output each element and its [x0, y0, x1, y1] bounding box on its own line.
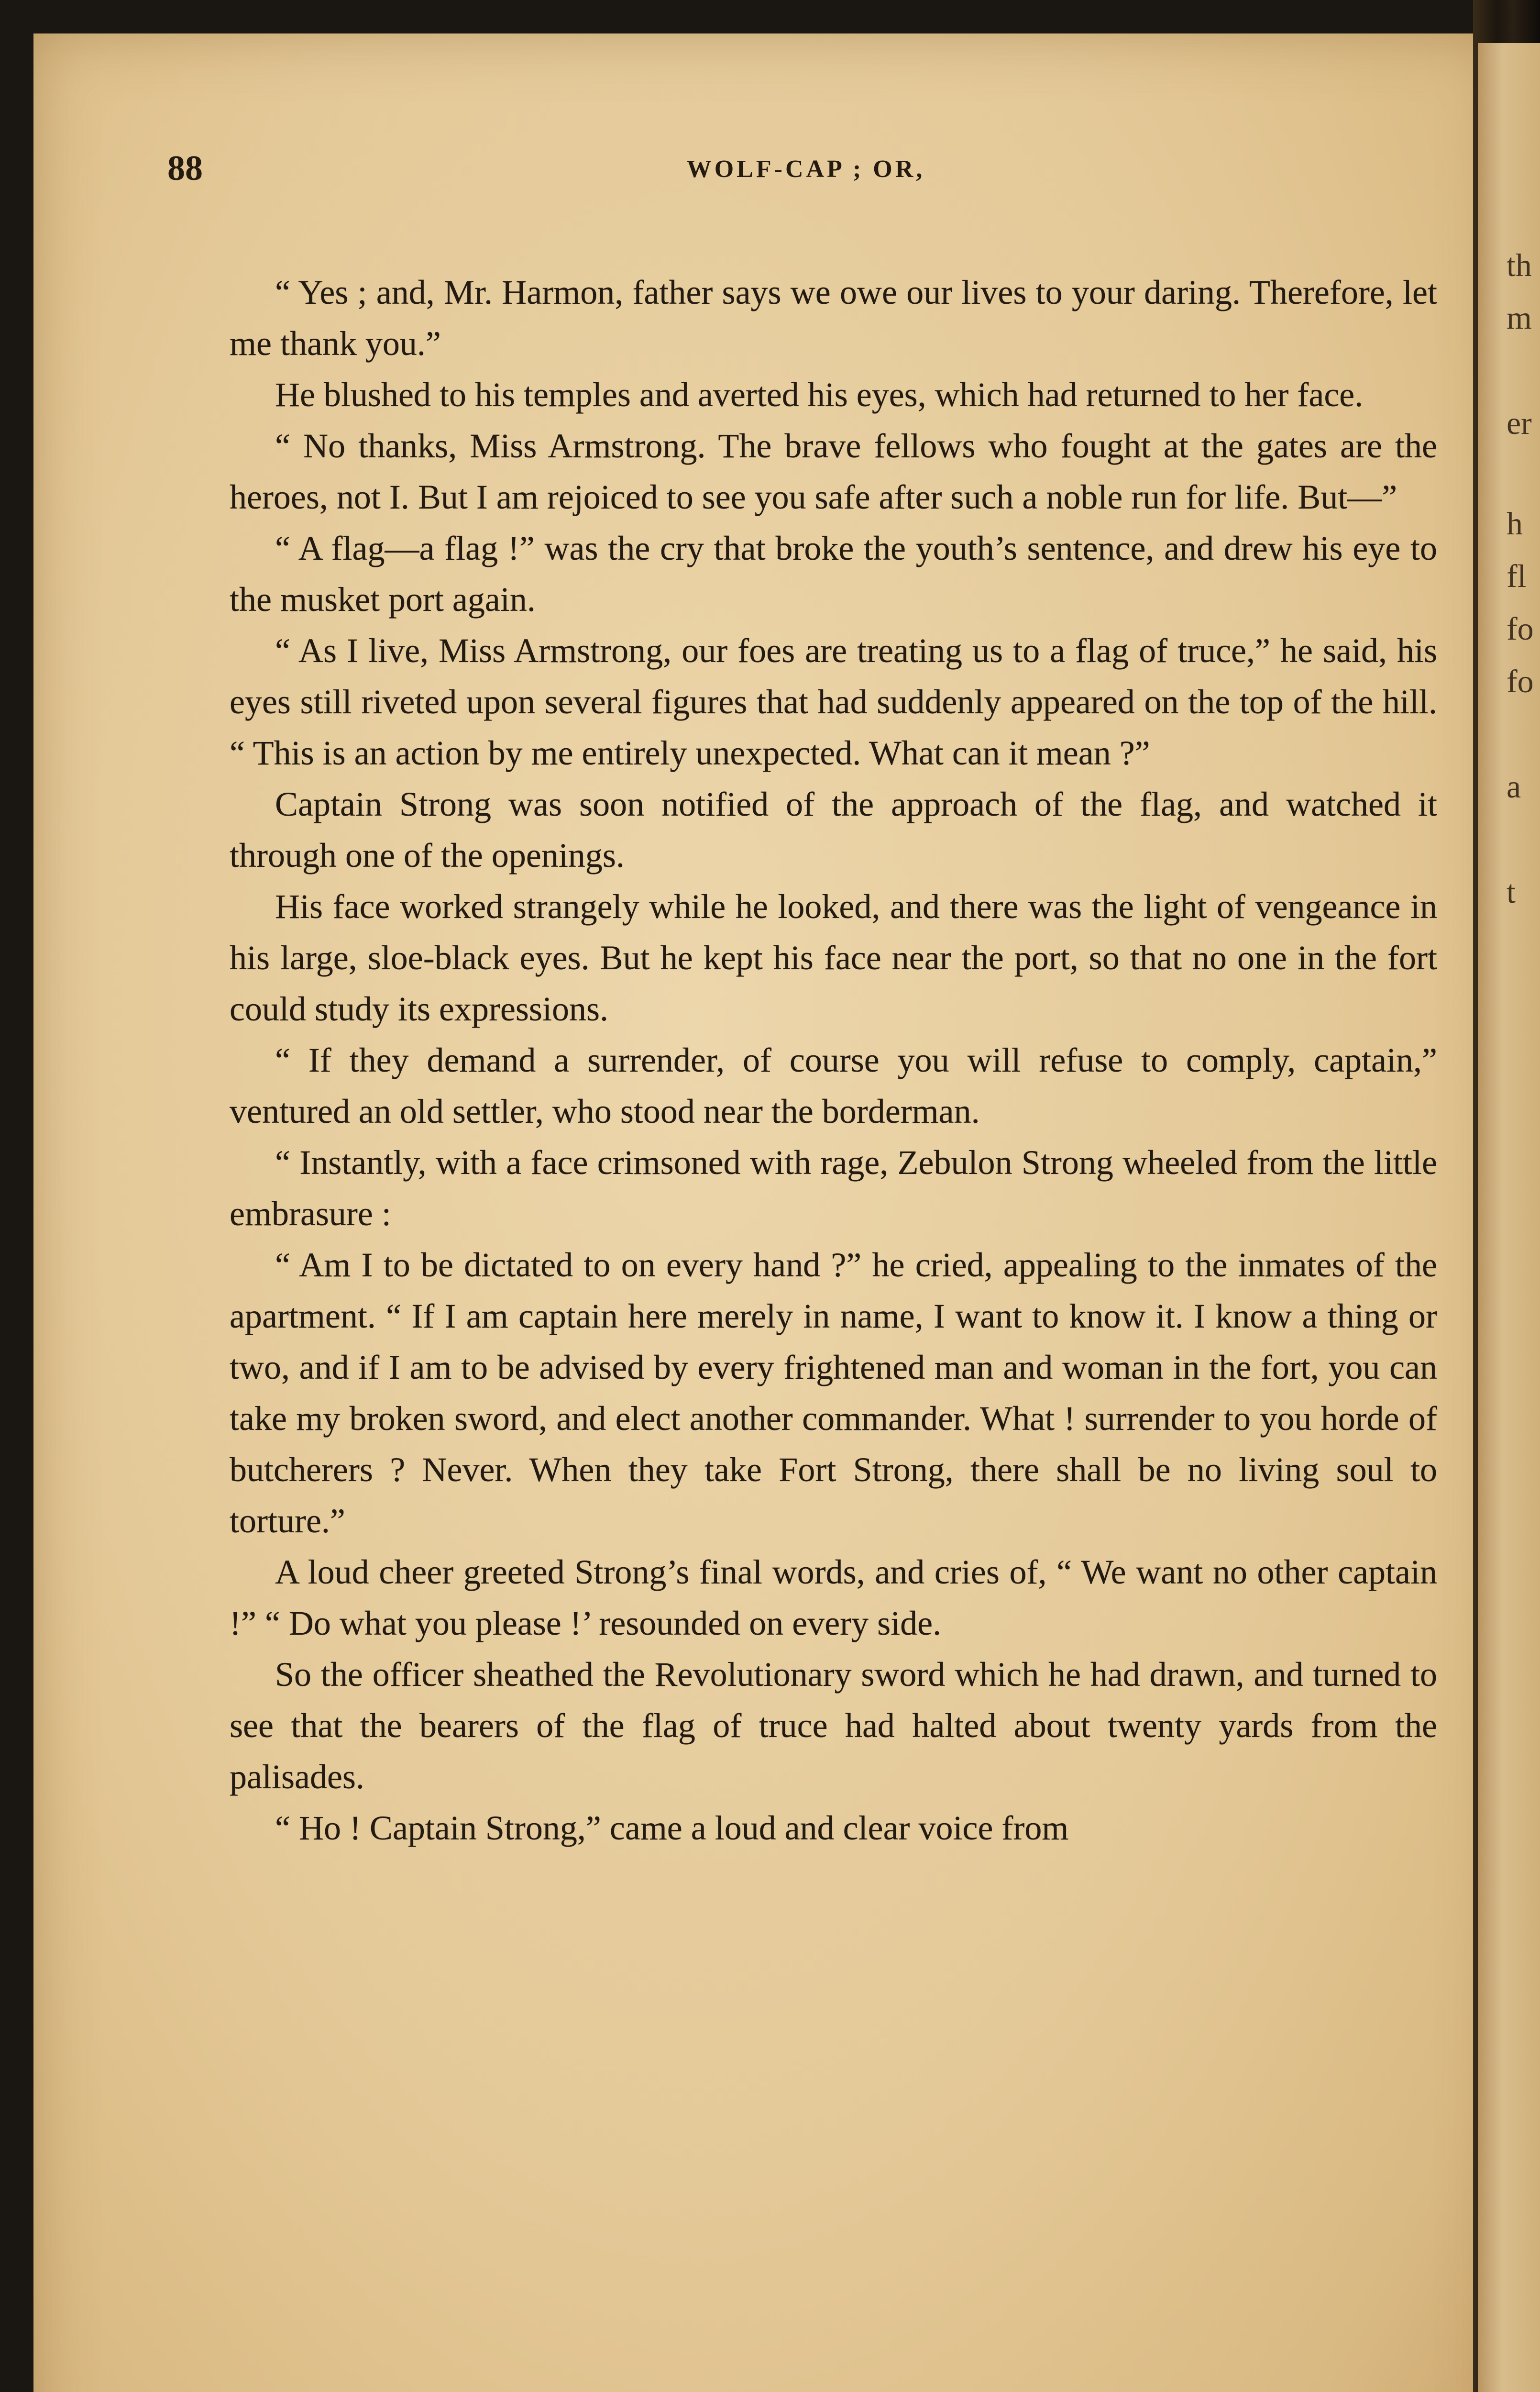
paragraph: He blushed to his temples and averted his eyes, which had returned to her face.	[275, 376, 1364, 414]
next-page-fragment: th	[1507, 247, 1532, 283]
running-head	[167, 148, 1444, 196]
next-page-edge	[1478, 43, 1540, 2392]
paragraph: His face worked strangely while he looked, and there was the light of vengeance in his large, sloe-black eyes. But he kept his face near the port, so that no one in the fort could study its expressions.	[230, 887, 1437, 1028]
running-title: WOLF-CAP ; OR,	[686, 155, 925, 183]
next-page-fragment: er	[1507, 405, 1532, 441]
next-page-fragment: fl	[1507, 558, 1527, 594]
paragraph: “ A flag—a flag !” was the cry that broke the youth’s sentence, and drew his eye to the musket port again.	[230, 529, 1437, 619]
paragraph: So the officer sheathed the Revolutionary sword which he had drawn, and turned to see that the bearers of the flag of truce had halted about twenty yards from the palisades.	[230, 1655, 1437, 1796]
paragraph: “ Instantly, with a face crimsoned with rage, Zebulon Strong wheeled from the little embrasure :	[230, 1143, 1437, 1233]
book-page	[33, 33, 1502, 2392]
next-page-fragment: t	[1507, 874, 1516, 910]
paragraph: “ If they demand a surrender, of course you will refuse to comply, captain,” ventured an old settler, who stood near the borderman.	[230, 1041, 1437, 1130]
next-page-fragment: fo	[1507, 663, 1534, 699]
paragraph: Captain Strong was soon notified of the approach of the flag, and watched it through one of the openings.	[230, 785, 1437, 875]
paragraph: “ Ho ! Captain Strong,” came a loud and clear voice from	[275, 1809, 1069, 1847]
body-text	[230, 267, 1437, 1854]
next-page-fragment: h	[1507, 505, 1523, 542]
paragraph: “ Am I to be dictated to on every hand ?” he cried, appealing to the inmates of the apartment. “ If I am captain here merely in name, I want to know it. I know a thing or two, and if I am to be advised by every frightened man and woman in the fort, you can take my broken sword, and elect another commander. What ! surrender to you horde of butcherers ? Never. When they take Fort Strong, there shall be no living soul to torture.”	[230, 1246, 1437, 1540]
paragraph: “ Yes ; and, Mr. Harmon, father says we owe our lives to your daring. Therefore, let me thank you.”	[230, 273, 1437, 363]
paragraph: “ As I live, Miss Armstrong, our foes are treating us to a flag of truce,” he said, his eyes still riveted upon several figures that had suddenly appeared on the top of the hill. “ This is an action by me entirely unexpected. What can it mean ?”	[230, 631, 1437, 772]
next-page-fragment: a	[1507, 768, 1521, 805]
paragraph: A loud cheer greeted Strong’s final words, and cries of, “ We want no other captain !” “ Do what you please !’ resounded on every side.	[230, 1553, 1437, 1642]
page-number: 88	[167, 149, 203, 188]
next-page-fragment: fo	[1507, 610, 1534, 647]
next-page-fragment: m	[1507, 299, 1532, 336]
paragraph: “ No thanks, Miss Armstrong. The brave fellows who fought at the gates are the heroes, not I. But I am rejoiced to see you safe after such a noble run for life. But—”	[230, 427, 1437, 516]
